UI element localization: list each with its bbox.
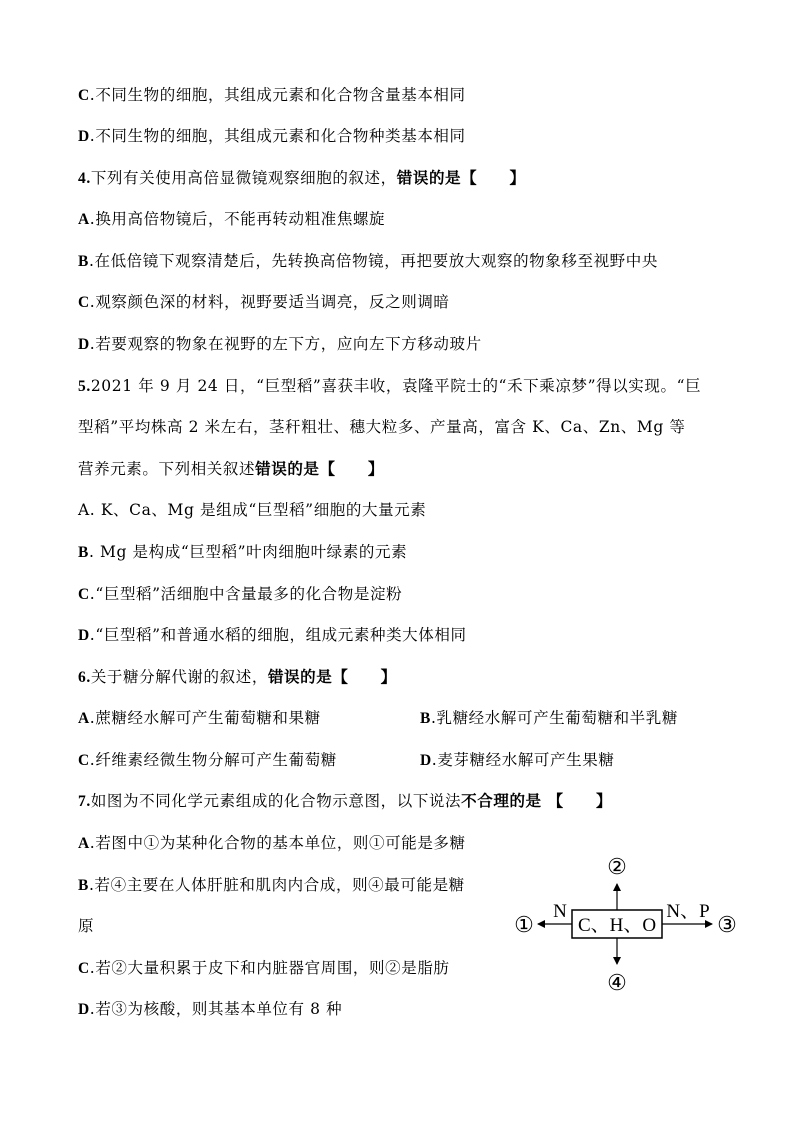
- center-elements-label: C、H、O: [577, 915, 657, 936]
- q5-stem-line2: 型稻”平均株高 2 米左右，茎秆粗壮、穗大粒多、产量高，富含 K、Ca、Zn、Mg 等: [78, 418, 686, 436]
- q4-stem: 4.下列有关使用高倍显微镜观察细胞的叙述，错误的是【 】: [78, 168, 526, 187]
- q5-option-c: C.“巨型稻”活细胞中含量最多的化合物是淀粉: [78, 585, 403, 603]
- q5-option-b: B. Mg 是构成“巨型稻”叶肉细胞叶绿素的元素: [78, 543, 408, 561]
- q7-option-c: C.若②大量积累于皮下和内脏器官周围，则②是脂肪: [78, 959, 450, 977]
- q3-option-d: D.不同生物的细胞，其组成元素和化合物种类基本相同: [78, 127, 466, 145]
- q4-option-d: D.若要观察的物象在视野的左下方，应向左下方移动玻片: [78, 335, 482, 353]
- left-arrow-label: N: [553, 901, 567, 922]
- q7-option-b: B.若④主要在人体肝脏和肌肉内合成，则④最可能是糖: [78, 876, 465, 894]
- node-3-label: ③: [717, 912, 737, 937]
- q6-stem: 6.关于糖分解代谢的叙述，错误的是【 】: [78, 667, 397, 686]
- q7-stem: 7.如图为不同化学元素组成的化合物示意图，以下说法不合理的是 【 】: [78, 791, 613, 810]
- node-2-label: ②: [607, 854, 627, 879]
- q5-option-a: A. K、Ca、Mg 是组成“巨型稻”细胞的大量元素: [78, 501, 427, 519]
- right-arrow-label: N、P: [666, 901, 710, 922]
- q5-option-d: D.“巨型稻”和普通水稻的细胞，组成元素种类大体相同: [78, 626, 467, 644]
- q7-option-d: D.若③为核酸，则其基本单位有 8 种: [78, 1000, 343, 1018]
- q3-option-c: C.不同生物的细胞，其组成元素和化合物含量基本相同: [78, 86, 466, 104]
- q4-option-a: A.换用高倍物镜后，不能再转动粗准焦螺旋: [78, 210, 386, 228]
- q7-option-a: A.若图中①为某种化合物的基本单位，则①可能是多糖: [78, 834, 466, 852]
- compound-element-diagram: [508, 848, 744, 998]
- q6-option-c: C.纤维素经微生物分解可产生葡萄糖: [78, 751, 337, 769]
- q7-option-b-continued: 原: [78, 917, 95, 935]
- q6-option-a: A.蔗糖经水解可产生葡萄糖和果糖: [78, 709, 321, 727]
- node-1-label: ①: [514, 912, 534, 937]
- q6-option-b: B.乳糖经水解可产生葡萄糖和半乳糖: [420, 709, 678, 727]
- node-4-label: ④: [607, 970, 627, 995]
- q6-option-d: D.麦芽糖经水解可产生果糖: [420, 751, 615, 769]
- q4-option-b: B.在低倍镜下观察清楚后，先转换高倍物镜，再把要放大观察的物象移至视野中央: [78, 252, 658, 270]
- q5-stem-line3: 营养元素。下列相关叙述错误的是【 】: [78, 459, 384, 478]
- q5-stem-line1: 5.2021 年 9 月 24 日，“巨型稻”喜获丰收，袁隆平院士的“禾下乘凉梦”得以实现。“巨: [78, 377, 702, 395]
- q4-option-c: C.观察颜色深的材料，视野要适当调亮，反之则调暗: [78, 293, 450, 311]
